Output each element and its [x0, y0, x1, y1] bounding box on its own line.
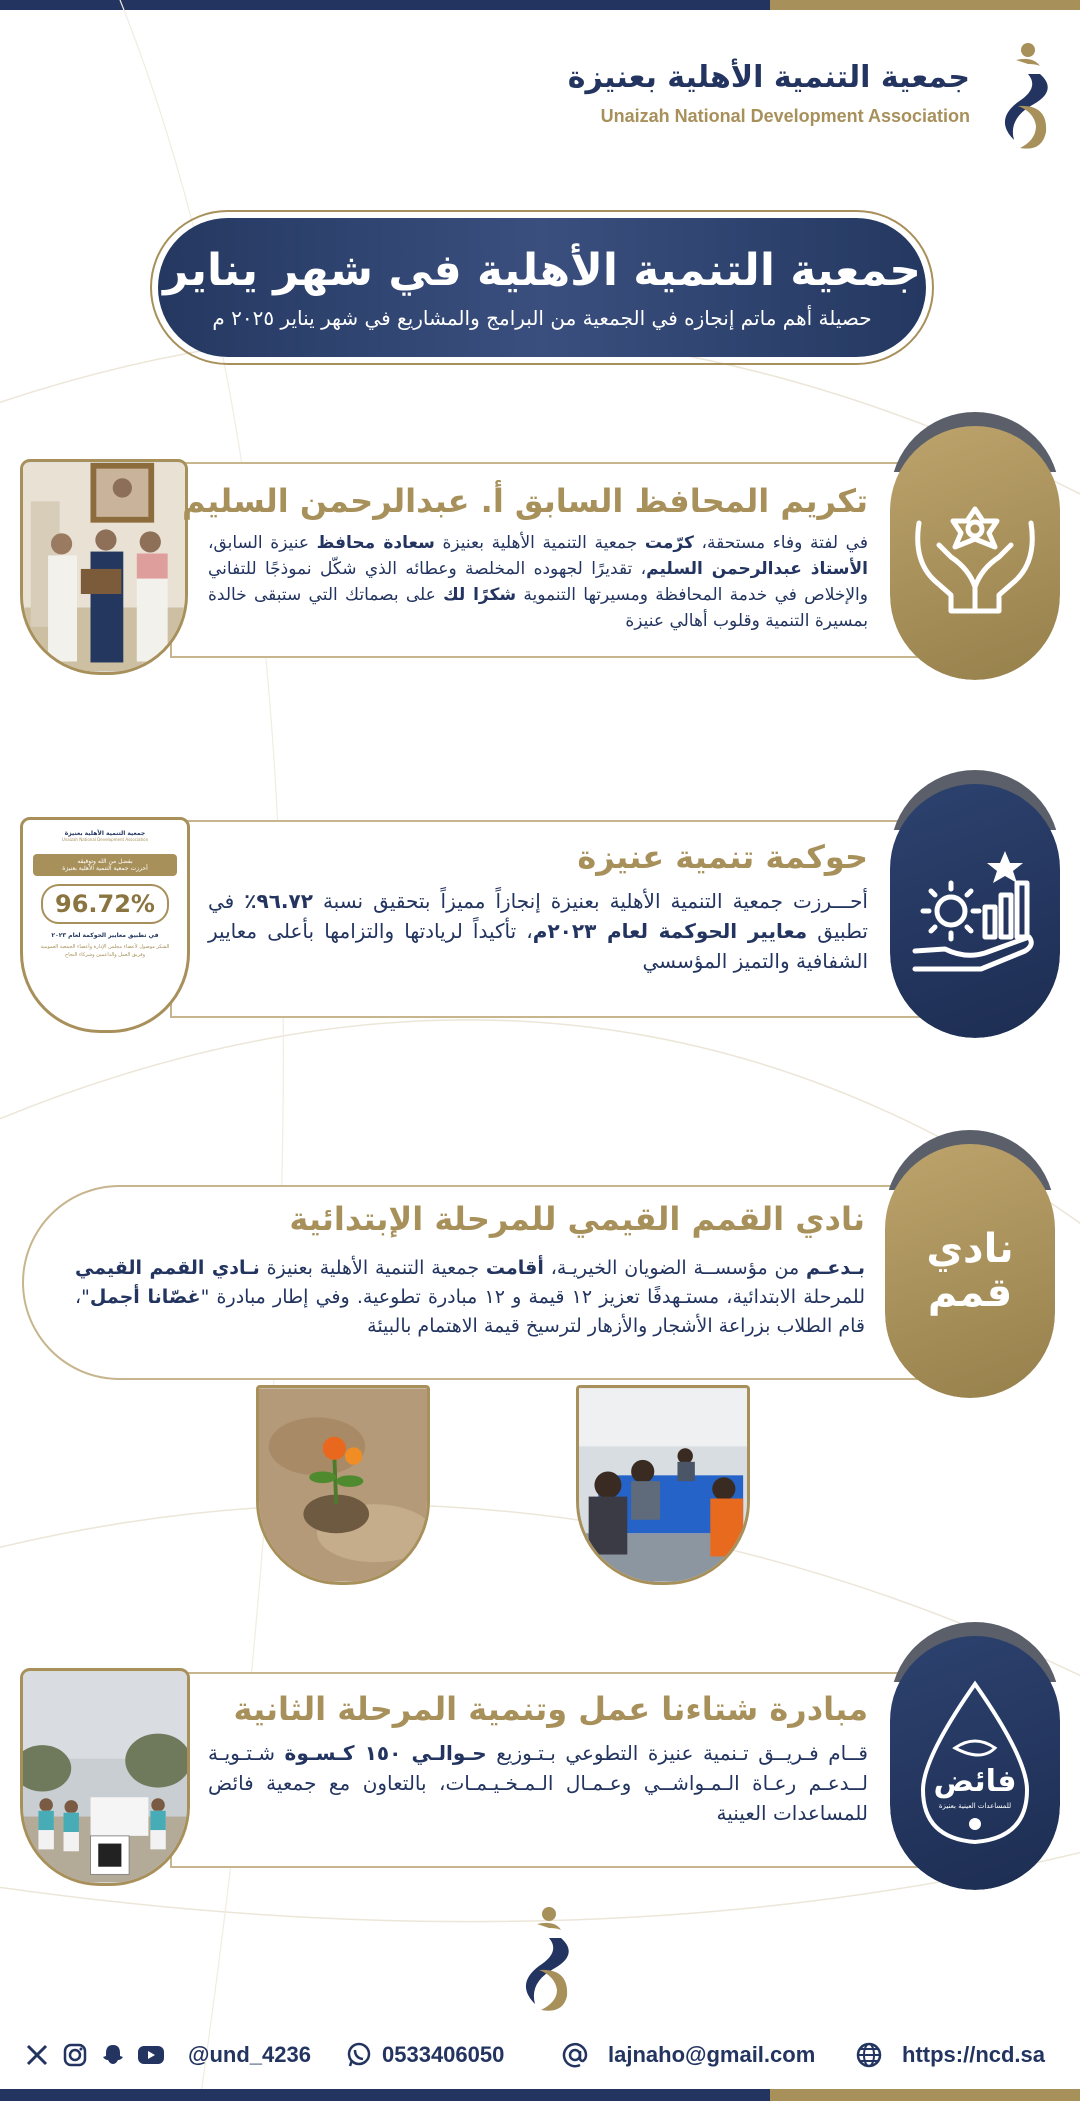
top-bar-gold [770, 0, 1080, 10]
footer-contacts [22, 2035, 1062, 2075]
globe-icon [854, 2040, 884, 2070]
body-text: جمعية التنمية الأهلية بعنيزة [434, 533, 645, 553]
bottom-bar-gold [770, 2089, 1080, 2101]
section-winter-initiative [0, 1622, 1080, 1902]
header [458, 34, 1058, 164]
section-badge [885, 1130, 1055, 1398]
body-text: جمعية التنمية الأهلية بعنيزة [259, 1257, 486, 1279]
body-bold: نـادي القمم القيمي [75, 1257, 260, 1279]
section-governor-honor [0, 412, 1080, 692]
body-text: في لفتة وفاء مستحقة، [693, 533, 868, 553]
photo-volunteers-distribution [23, 1671, 187, 1883]
thumb-line1: بفضل من الله وتوفيقه [77, 858, 133, 865]
badge-body [885, 1144, 1055, 1398]
phone-contact[interactable] [344, 2035, 504, 2075]
badge-body [890, 784, 1060, 1038]
body-text: قــام فـريــق تـنمية عنيزة التطوعي بـتـوزيع [486, 1741, 868, 1765]
section-body [208, 886, 868, 976]
snapchat-icon[interactable] [98, 2040, 128, 2070]
body-text: أحـــرزت جمعية التنمية الأهلية بعنيزة إنجازاً مميزاً بتحقيق نسبة [312, 889, 868, 913]
body-text: للمرحلة الابتدائية، مستـهدفًا تعزيز ١٢ قيمة و ١٢ مبادرة تطوعية. وفي إطار مبادرة " [200, 1286, 865, 1308]
section-body [208, 1738, 868, 1828]
body-text: في تطبيق [208, 889, 869, 943]
org-name-english: Unaizah National Development Association [600, 106, 970, 126]
at-icon [560, 2040, 590, 2070]
body-bold: معايير الحوكمة لعام ٢٠٢٣م [532, 919, 808, 943]
photo-planting [256, 1385, 430, 1585]
phone-number: 0533406050 [382, 2042, 505, 2067]
faid-logo [915, 1678, 1035, 1848]
body-text: ، تقديرًا لجهوده المخلصة وعطائه الذي شكّل نموذجًا للتفاني والإخلاص في خدمة المحافظة ومسيرتها التنموية [208, 559, 868, 605]
badge-body [890, 426, 1060, 680]
section-title: تكريم المحافظ السابق أ. عبدالرحمن السليم [182, 482, 868, 520]
bottom-bar-navy [0, 2089, 770, 2101]
badge-club-line1: نادي [926, 1226, 1014, 1272]
body-bold: الأستاذ عبدالرحمن السليم [646, 559, 868, 579]
body-bold: سعادة محافظ [316, 533, 435, 553]
section-title: نادي القمم القيمي للمرحلة الإبتدائية [289, 1200, 865, 1238]
thumb-line2: أحرزت جمعية التنمية الأهلية بعنيزة [62, 865, 148, 872]
section-photo [20, 459, 188, 675]
thumb-org: جمعية التنمية الأهلية بعنيزة [64, 830, 146, 837]
body-text: عنيزة السابق، [208, 533, 317, 553]
water-drop-icon [915, 1678, 1035, 1848]
body-bold: غصّانا أجمل [89, 1286, 201, 1308]
title-banner-inner [158, 218, 926, 357]
photo-students [576, 1385, 750, 1585]
page-subtitle: حصيلة أهم ماتم إنجازه في الجمعية من البرامج والمشاريع في شهر يناير ٢٠٢٥ م [212, 306, 872, 330]
website-url: https://ncd.sa [902, 2042, 1046, 2067]
bottom-color-bar [0, 2089, 1080, 2101]
section-body [75, 1254, 865, 1341]
website-contact[interactable] [854, 2035, 1045, 2075]
section-badge [890, 1622, 1060, 1890]
footer-logo-icon [515, 1902, 575, 2014]
top-bar-navy [0, 0, 770, 10]
badge-body [890, 1636, 1060, 1890]
section-governance [0, 770, 1080, 1060]
section-photo [20, 1668, 190, 1886]
body-text: "، قام الطلاب بزراعة الأشجار والأزهار لترسيخ قيمة الاهتمام بالبيئة [75, 1286, 865, 1337]
whatsapp-icon [344, 2040, 374, 2070]
section-thumbnail [20, 817, 190, 1033]
thumb-org-en: Unaizah National Development Association [61, 837, 149, 842]
body-bold: شكرًا لك [443, 585, 517, 605]
thumb-percent: 96.72% [41, 884, 169, 924]
badge-club-line2: قمم [927, 1270, 1013, 1316]
instagram-icon[interactable] [60, 2040, 90, 2070]
social-handle[interactable]: @und_4236 [188, 2042, 311, 2067]
body-bold: ٩٦.٧٢٪ [244, 889, 313, 913]
page-title: جمعية التنمية الأهلية في شهر يناير [163, 245, 921, 296]
hands-star-icon [905, 483, 1045, 623]
thumb-line4: الشكر موصول لأعضاء مجلس الإدارة وأعضاء الجمعية العمومية وفريق العمل والداعمين وشركاء النجاح [40, 944, 170, 958]
section-badge [890, 770, 1060, 1038]
photo-honor-ceremony [23, 462, 185, 672]
photo-students-classroom [579, 1388, 747, 1582]
thumb-line3: في تطبيق معايير الحوكمة لعام ٢٠٢٣ [51, 932, 159, 939]
body-bold: كرّمت [644, 533, 694, 553]
faid-logo-name: فائض [933, 1764, 1017, 1799]
youtube-icon[interactable] [136, 2040, 166, 2070]
body-bold: حـوالـي ١٥٠ كـسـوة [284, 1741, 487, 1765]
faid-logo-caption: للمساعدات العينية بعنيزة [938, 1802, 1012, 1810]
body-text: ، تأكيداً لريادتها والتزامها بأعلى معايير الشفافية والتميز المؤسسي [208, 919, 868, 973]
body-text: شـتـويـة لــدعـم رعـاة الـمـواشــي وعـمـال الـمـخـيـمـات، بالتعاون مع جمعية فائض للمساعدات العينية [208, 1741, 868, 1825]
email-address: lajnaho@gmail.com [608, 2042, 816, 2067]
title-banner [150, 210, 934, 365]
body-text: على بصماتك التي ستبقى خالدة بمسيرة التنمية وقلوب أهالي عنيزة [208, 585, 868, 631]
section-body [208, 530, 868, 634]
top-color-bar [0, 0, 1080, 10]
photo-plant-soil [259, 1388, 427, 1582]
org-name-arabic: جمعية التنمية الأهلية بعنيزة [567, 60, 970, 95]
gear-chart-hand-icon [905, 841, 1045, 981]
section-title: مبادرة شتاءنا عمل وتنمية المرحلة الثانية [233, 1690, 868, 1728]
social-icons [22, 2035, 174, 2075]
section-badge [890, 412, 1060, 680]
body-bold: أقامت [485, 1257, 544, 1279]
section-values-club [0, 1130, 1080, 1590]
x-icon[interactable] [22, 2040, 52, 2070]
body-text: من مؤسســة الضويان الخيريـة، [543, 1257, 807, 1279]
email-contact[interactable] [560, 2035, 815, 2075]
section-title: حوكمة تنمية عنيزة [577, 838, 868, 876]
body-bold: بـدعـم [806, 1257, 866, 1279]
association-logo-icon [988, 40, 1058, 152]
